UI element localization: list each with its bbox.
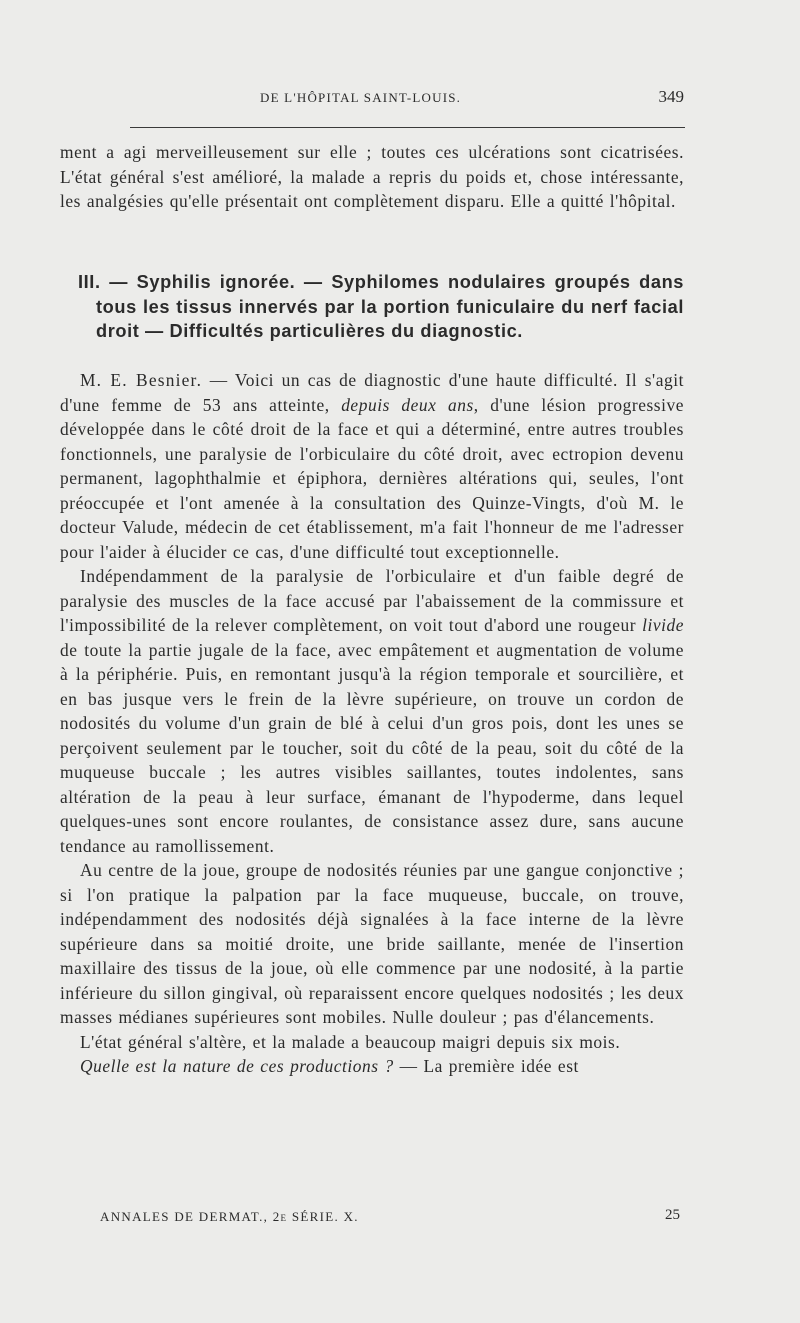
paragraph-4: L'état général s'altère, et la malade a beaucoup maigri depuis six mois. bbox=[80, 1031, 621, 1052]
paragraph-2 bbox=[60, 564, 684, 858]
paragraph-2-text-a: Indépendamment de la paralysie de l'orbiculaire et d'un faible degré de paralysie des muscles de la face accusé par l'abaissement de la commissure et l'impossibilité de la relever complètement, on voit tout d'abord une rougeur bbox=[60, 566, 684, 635]
speaker-name: M. E. Besnier. bbox=[80, 370, 203, 390]
paragraph-5-question: Quelle est la nature de ces productions ? bbox=[80, 1056, 394, 1076]
paragraph-2-emphasis: livide bbox=[642, 615, 684, 635]
section-heading: III. — Syphilis ignorée. — Syphilomes nodulaires groupés dans tous les tissus innervés par la portion funiculaire du nerf facial droit — Difficultés particulières du diagnostic. bbox=[78, 272, 684, 341]
paragraph-1-text-a: — Voici un cas de diagnostic d'une haute difficulté. Il s'agit d'une femme de 53 ans atteinte, bbox=[60, 370, 684, 415]
footer-signature-mark: 25 bbox=[665, 1207, 680, 1223]
page-footer bbox=[100, 1209, 685, 1229]
paragraph-1-emphasis: depuis deux ans bbox=[341, 394, 474, 415]
paragraph-3: Au centre de la joue, groupe de nodosités réunies par une gangue conjonctive ; si l'on pratique la palpation par la face muqueuse, buccale, on trouve, indépendamment des nodosités déjà signalées à la face interne de la lèvre supérieure dans sa moitié droite, une bride saillante, menée de l'insertion maxillaire des tissus de la joue, où elle commence par une nodosité, à la partie inférieure du sillon gingival, où reparaissent encore quelques nodosités ; les deux masses médianes supérieures sont mobiles. Nulle douleur ; pas d'élancements. bbox=[60, 860, 684, 1027]
page-number: 349 bbox=[658, 87, 684, 106]
paragraph-1-text-b: , d'une lésion progressive développée dans le côté droit de la face et qui a déterminé, entre autres troubles fonctionnels, une paralysie de l'orbiculaire du côté droit, avec ectropion devenu permanent, lagophthalmie et épiphora, dernières altérations qui, seules, l'ont préoccupée et l'ont amenée à la consultation des Quinze-Vingts, d'où M. le docteur Valude, médecin de cet établissement, m'a fait l'honneur de me l'adresser pour l'aider à élucider ce cas, d'une difficulté tout exceptionnelle. bbox=[60, 394, 684, 562]
intro-text bbox=[60, 140, 684, 214]
intro-paragraph: ment a agi merveilleusement sur elle ; toutes ces ulcérations sont cicatrisées. L'état général s'est amélioré, la malade a repris du poids et, chose intéressante, les analgésies qu'elle présentait ont complètement disparu. Elle a quitté l'hôpital. bbox=[60, 142, 684, 211]
paragraph-5 bbox=[60, 1054, 684, 1079]
paragraph-1 bbox=[60, 368, 684, 564]
paragraph-2-text-b: de toute la partie jugale de la face, avec empâtement et augmentation de volume à la périphérie. Puis, en remontant jusqu'à la région temporale et sourcilière, et en bas jusque vers le frein de la lèvre supérieure, on trouve un cordon de nodosités du volume d'un grain de blé à celui d'un gros pois, dont les unes se perçoivent seulement par le toucher, soit du côté de la peau, soit du côté de la muqueuse buccale ; les autres visibles saillantes, toutes indolentes, sans altération de la peau à leur surface, émanant de l'hypoderme, dans lequel quelques-unes sont encore roulantes, de consistance assez dure, sans aucune tendance au ramollissement. bbox=[60, 639, 684, 856]
running-title: DE L'HÔPITAL SAINT-LOUIS. bbox=[260, 90, 462, 105]
paragraph-5-text: — La première idée est bbox=[393, 1056, 579, 1076]
header-rule bbox=[130, 127, 685, 128]
main-text bbox=[60, 368, 684, 1079]
footer-journal: ANNALES DE DERMAT., 2e SÉRIE. X. bbox=[100, 1209, 359, 1224]
running-head bbox=[60, 87, 684, 112]
